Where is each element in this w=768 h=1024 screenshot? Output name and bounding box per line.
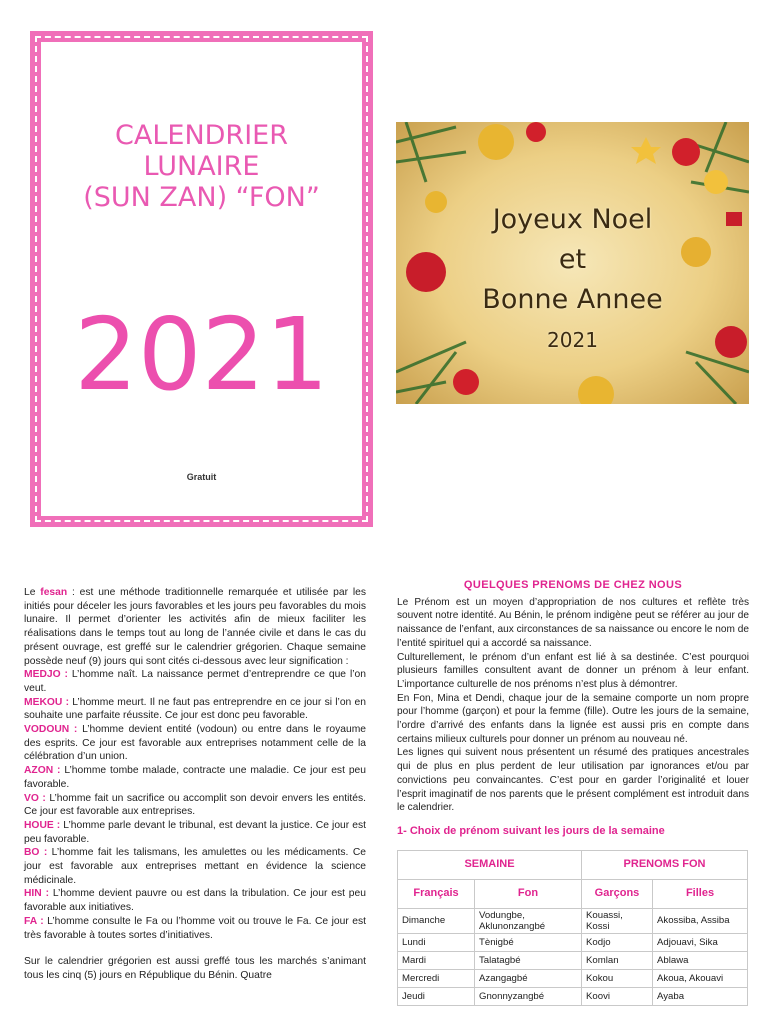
greeting-line: Joyeux Noel [492, 204, 653, 235]
cover-title-line: CALENDRIER [115, 120, 288, 151]
table-cell: Adjouavi, Sika [653, 933, 748, 951]
table-cell: Ayaba [653, 987, 748, 1005]
table-cell: Mercredi [398, 969, 475, 987]
prenoms-table [397, 850, 748, 1006]
intro-prefix: Le [24, 587, 41, 598]
table-cell: Talatagbé [475, 951, 582, 969]
column-header: Filles [653, 879, 748, 908]
cover-title-line: (SUN ZAN) “FON” [83, 182, 320, 213]
day-meaning: L’homme devient entité (vodoun) ou entre dans le royaume des esprits. Ce jour est favorable aux entreprises notamment celle de la célébration d’un union. [24, 724, 366, 763]
intro-text: : est une méthode traditionnelle remarquée et utilisée par les initiés pour déceler les jours favorables et les jours peu favorables du mois lunaire. Il permet d’orienter les activités afin de mieux faciliter les réalisations dans le temps tout au long de l’année civile et dans le cas du présent ouvrage, est greffé sur le calendrier grégorien. Chaque semaine possède neuf (9) jours qui sont cités ci-dessous avec leur signification : [24, 587, 366, 667]
day-name: VO : [24, 792, 46, 804]
day-name: HIN : [24, 888, 50, 900]
column-header: Fon [475, 879, 582, 908]
day-name: AZON : [24, 765, 61, 777]
group-header: SEMAINE [398, 850, 582, 879]
cover-panel [41, 42, 362, 516]
day-entry [24, 668, 366, 695]
day-entry [24, 915, 366, 942]
price-label: Gratuit [186, 472, 217, 482]
table-cell: Ablawa [653, 951, 748, 969]
table-cell: Vodungbe, Aklunonzangbé [475, 908, 582, 933]
table-cell: Akoua, Akouavi [653, 969, 748, 987]
day-entry [24, 764, 366, 791]
table-row [398, 951, 748, 969]
table-cell: Mardi [398, 951, 475, 969]
day-meaning: L’homme meurt. Il ne faut pas entreprendre en ce jour si l’on en souhaite une parfaite réussite. Ce jour est donc peu favorable. [24, 696, 366, 722]
day-meaning: L’homme naît. La naissance permet d’entreprendre ce que l’on veut. [24, 669, 366, 694]
day-name: MEDJO : [24, 669, 68, 681]
table-cell: Jeudi [398, 987, 475, 1005]
day-entry [24, 696, 366, 723]
prenoms-paragraph: Culturellement, le prénom d’un enfant est lié à sa destinée. C’est pourquoi plusieurs familles consultent avant de donner un prénom à leur enfant. L’importance culturelle de nos prénoms n’est plus à démontrer. [397, 651, 749, 690]
day-meaning: L’homme fait un sacrifice ou accomplit son devoir envers les entités. Ce jour est favorable aux entreprises. [24, 792, 367, 818]
table-column-header-row [398, 879, 748, 908]
column-header: Français [398, 879, 475, 908]
day-entry [24, 723, 366, 764]
table-cell: Koovi [582, 987, 653, 1005]
day-meaning: L’homme fait les talismans, les amulettes ou les médicaments. Ce jour est favorable aux entreprises mettant en évidence la science médicinale. [24, 847, 366, 886]
prenoms-paragraph: En Fon, Mina et Dendi, chaque jour de la semaine comporte un nom propre pour l’homme (garçon) et pour la femme (fille). Outre les jours de la semaine, l’ordre d’arrivé des enfants dans la lignée est aussi pris en compte dans certains milieux culturels pour donner un prénom au nouveau né. [397, 692, 749, 745]
greeting-line: 2021 [547, 328, 598, 352]
intro-paragraph [24, 586, 366, 668]
table-row [398, 969, 748, 987]
table-cell: Dimanche [398, 908, 475, 933]
greeting-line: Bonne Annee [482, 284, 663, 315]
day-name: FA : [24, 915, 44, 927]
day-entry [24, 819, 366, 846]
cover-title [41, 120, 362, 213]
day-meaning: L’homme devient pauvre ou est dans la tribulation. Ce jour est peu favorable aux initiatives. [24, 888, 366, 914]
cover-year: 2021 [74, 296, 329, 413]
group-header: PRENOMS FON [582, 850, 748, 879]
table-row [398, 908, 748, 933]
table-cell: Lundi [398, 933, 475, 951]
table-row [398, 987, 748, 1005]
table-cell: Gnonnyzangbé [475, 987, 582, 1005]
greeting-line: et [558, 244, 587, 275]
day-meaning: L’homme tombe malade, contracte une maladie. Ce jour est peu favorable. [24, 765, 366, 790]
closing-paragraph: Sur le calendrier grégorien est aussi greffé tous les marchés s’animant tous les cinq (5) jours en République du Bénin. Quatre [24, 956, 366, 981]
table-cell: Kokou [582, 969, 653, 987]
subsection-heading: 1- Choix de prénom suivant les jours de la semaine [397, 824, 665, 837]
greeting-text [396, 200, 749, 360]
day-entry [24, 792, 366, 819]
section-heading: QUELQUES PRENOMS DE CHEZ NOUS [463, 579, 683, 591]
table-cell: Akossiba, Assiba [653, 908, 748, 933]
fesan-description [24, 586, 366, 983]
prenoms-paragraph: Les lignes qui suivent nous présentent un résumé des pratiques ancestrales qui de plus en plus perdent de leur utilisation par ignorances et/ou par convictions peu convaincantes. C’est pour en garder l’originalité et louer l’esprit imaginatif de nos parents que le présent complément est introduit dans le calendrier. [397, 747, 749, 814]
day-name: MEKOU : [24, 696, 70, 708]
day-name: VODOUN : [24, 724, 78, 736]
day-entry [24, 846, 366, 887]
calendar-cover [30, 31, 373, 527]
table-group-header-row [398, 850, 748, 879]
cover-title-line: LUNAIRE [143, 151, 260, 182]
day-name: BO : [24, 847, 48, 859]
day-entry [24, 887, 366, 914]
table-cell: Azangagbé [475, 969, 582, 987]
christmas-greeting-image [396, 122, 749, 404]
intro-term: fesan [40, 587, 68, 598]
table-row [398, 933, 748, 951]
day-meaning: L’homme parle devant le tribunal, est devant la justice. Ce jour est peu favorable. [24, 819, 366, 845]
prenoms-paragraph: Le Prénom est un moyen d’appropriation de nos cultures et reflète très souvent notre identité. Au Bénin, le prénom indigène peut se référer au jour de naissance de l’enfant, aux circonstances de sa naissance ou encore le nom de l’entité spirituel qui a accordé sa naissance. [397, 596, 749, 649]
day-meaning: L’homme consulte le Fa ou l’homme voit ou trouve le Fa. Ce jour est très favorable à toutes sortes d’initiatives. [24, 915, 366, 941]
day-name: HOUE : [24, 819, 61, 831]
column-header: Garçons [582, 879, 653, 908]
table-cell: Kouassi, Kossi [582, 908, 653, 933]
prenoms-section [397, 579, 749, 1006]
table-cell: Kodjo [582, 933, 653, 951]
table-cell: Tènigbé [475, 933, 582, 951]
table-cell: Komlan [582, 951, 653, 969]
